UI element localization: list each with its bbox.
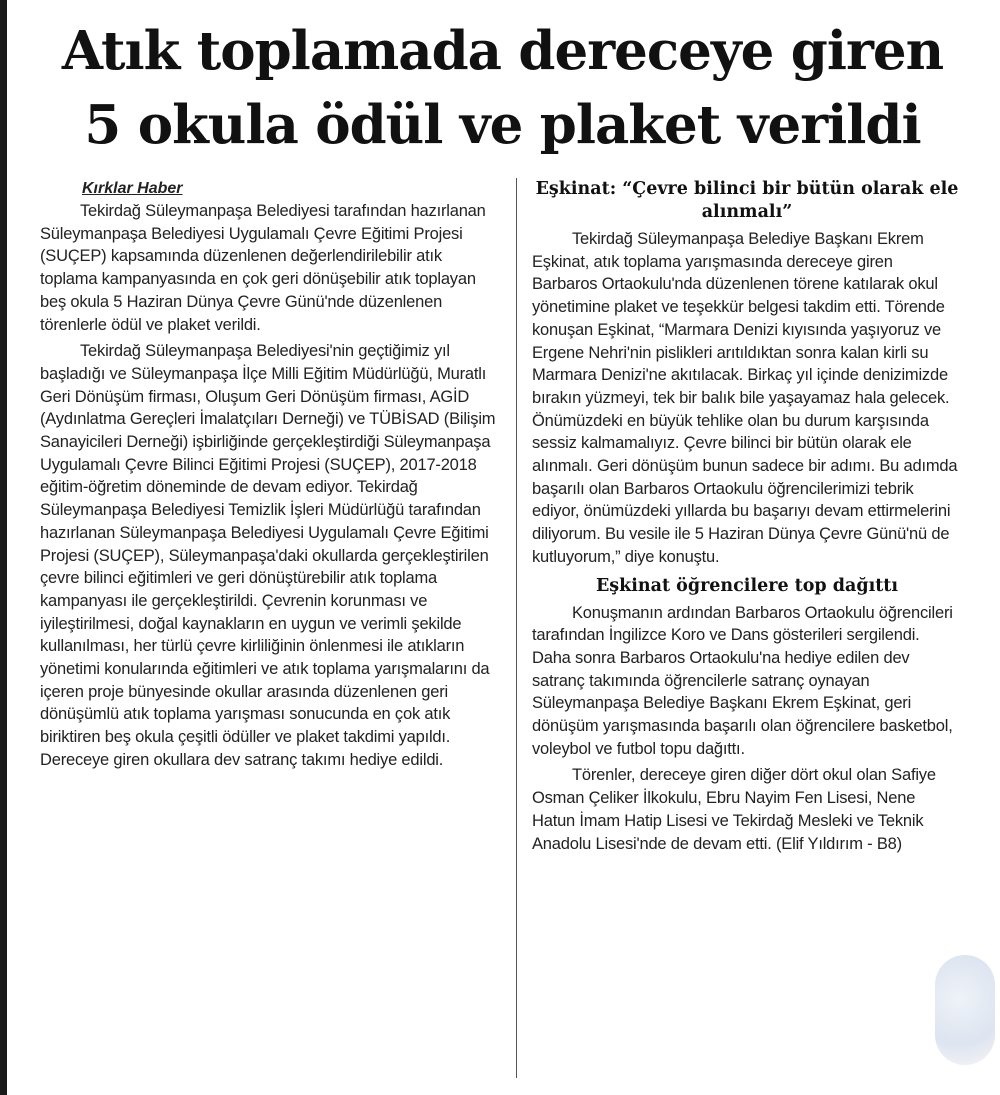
article-paragraph: Tekirdağ Süleymanpaşa Belediye Başkanı Ekrem Eşkinat, atık toplama yarışmasında dereceye giren Barbaros Ortaokulu'nda düzenlenen törene katılarak okul yönetimine plaket ve teşekkür belgesi takdim etti. Törende konuşan Eşkinat, “Marmara Denizi kıyısında yaşıyoruz ve Ergene Nehri'nin pislikleri arıtıldıktan sonra kalan kirli su Marmara Denizi'ne akıtılacak. Birkaç yıl içinde denizimizde bırakın yüzmeyi, tek bir balık bile yaşayamaz hala gelecek. Önümüzdeki en büyük tehlike olan bu durum karşısında sessiz kalmamalıyız. Çevre bilinci bir bütün olarak ele alınmalı. Geri dönüşüm bunun sadece bir adımı. Bu adımda başarılı olan Barbaros Ortaokulu öğrencilerimizi tebrik ediyor, önümüzdeki yıllarda bu başarıyı devam ettirmelerini diliyorum. Bu vesile ile 5 Haziran Dünya Çevre Günü'nü de kutluyorum,” diye konuştu.	[532, 230, 958, 566]
headline	[10, 14, 995, 162]
byline: Kırklar Haber	[82, 180, 183, 197]
left-column	[40, 178, 500, 772]
subheading-ball-distribution: Eşkinat öğrencilere top dağıttı	[595, 575, 899, 596]
article-paragraph: Konuşmanın ardından Barbaros Ortaokulu öğrencileri tarafından İngilizce Koro ve Dans gösterileri sergilendi. Daha sonra Barbaros Ortaokulu'na hediye edilen dev satranç takımında öğrencilerle satranç oynayan Süleymanpaşa Belediye Başkanı Ekrem Eşkinat, geri dönüşüm yarışmasında başarılı olan öğrencilere basketbol, voleybol ve futbol topu dağıttı.	[532, 603, 953, 758]
left-edge-rule	[0, 0, 7, 1095]
headline-line-1: Atık toplamada dereceye giren	[61, 20, 944, 82]
article-paragraph: Törenler, dereceye giren diğer dört okul olan Safiye Osman Çeliker İlkokulu, Ebru Nayim Fen Lisesi, Nene Hatun İmam Hatip Lisesi ve Tekirdağ Mesleki ve Teknik Anadolu Lisesi'nde de devam etti. (Elif Yıldırım - B8)	[532, 766, 936, 853]
article-paragraph: Tekirdağ Süleymanpaşa Belediyesi tarafından hazırlanan Süleymanpaşa Belediyesi Uygulamalı Çevre Eğitimi Projesi (SUÇEP) kapsamında düzenlenen değerlendirilebilir atık toplama kampanyasında en çok geri dönüşebilir atık toplayan beş okula 5 Haziran Dünya Çevre Günü'nde düzenlenen törenlerle ödül ve plaket verildi.	[40, 202, 486, 334]
left-column-body	[40, 200, 500, 772]
column-divider	[516, 178, 517, 1078]
right-column-body-2	[532, 602, 962, 856]
right-column	[532, 178, 962, 855]
watermark-bubble	[935, 955, 995, 1065]
right-column-body-1	[532, 228, 962, 569]
article-paragraph: Tekirdağ Süleymanpaşa Belediyesi'nin geçtiğimiz yıl başladığı ve Süleymanpaşa İlçe Milli Eğitim Müdürlüğü, Muratlı Geri Dönüşüm firması, Oluşum Geri Dönüşüm firması, AGİD (Aydınlatma Gereçleri İmalatçıları Derneği) ve TÜBİSAD (Bilişim Sanayicileri Derneği) işbirliğinde gerçekleştirdiği Süleymanpaşa Uygulamalı Çevre Bilinci Eğitimi Projesi (SUÇEP), 2017-2018 eğitim-öğretim döneminde de devam ediyor. Tekirdağ Süleymanpaşa Belediyesi Temizlik İşleri Müdürlüğü tarafından hazırlanan Süleymanpaşa Belediyesi Uygulamalı Çevre Eğitimi Projesi (SUÇEP), Süleymanpaşa'daki okullarda gerçekleştirilen çevre bilinci eğitimleri ve geri dönüştürebilir atık toplama kampanyası ile gerçekleştirildi. Çevrenin korunması ve iyileştirilmesi, doğal kaynakların en uygun ve verimli şekilde kullanılması, her türlü çevre kirliliğinin önlenmesi ile atıkların yönetimi konularında eğitimleri ve atık toplama yarışmalarını da içeren proje bünyesinde okullar arasında düzenlenen geri dönüşümlü atık toplama yarışması sonucunda en çok atık biriktiren beş okula çeşitli ödüller ve plaket takdimi yapıldı. Dereceye giren okullara dev satranç takımı hediye edildi.	[40, 342, 496, 769]
subheading-eskinat-quote: Eşkinat: “Çevre bilinci bir bütün olarak ele alınmalı”	[535, 179, 959, 222]
headline-line-2: 5 okula ödül ve plaket verildi	[84, 94, 921, 156]
